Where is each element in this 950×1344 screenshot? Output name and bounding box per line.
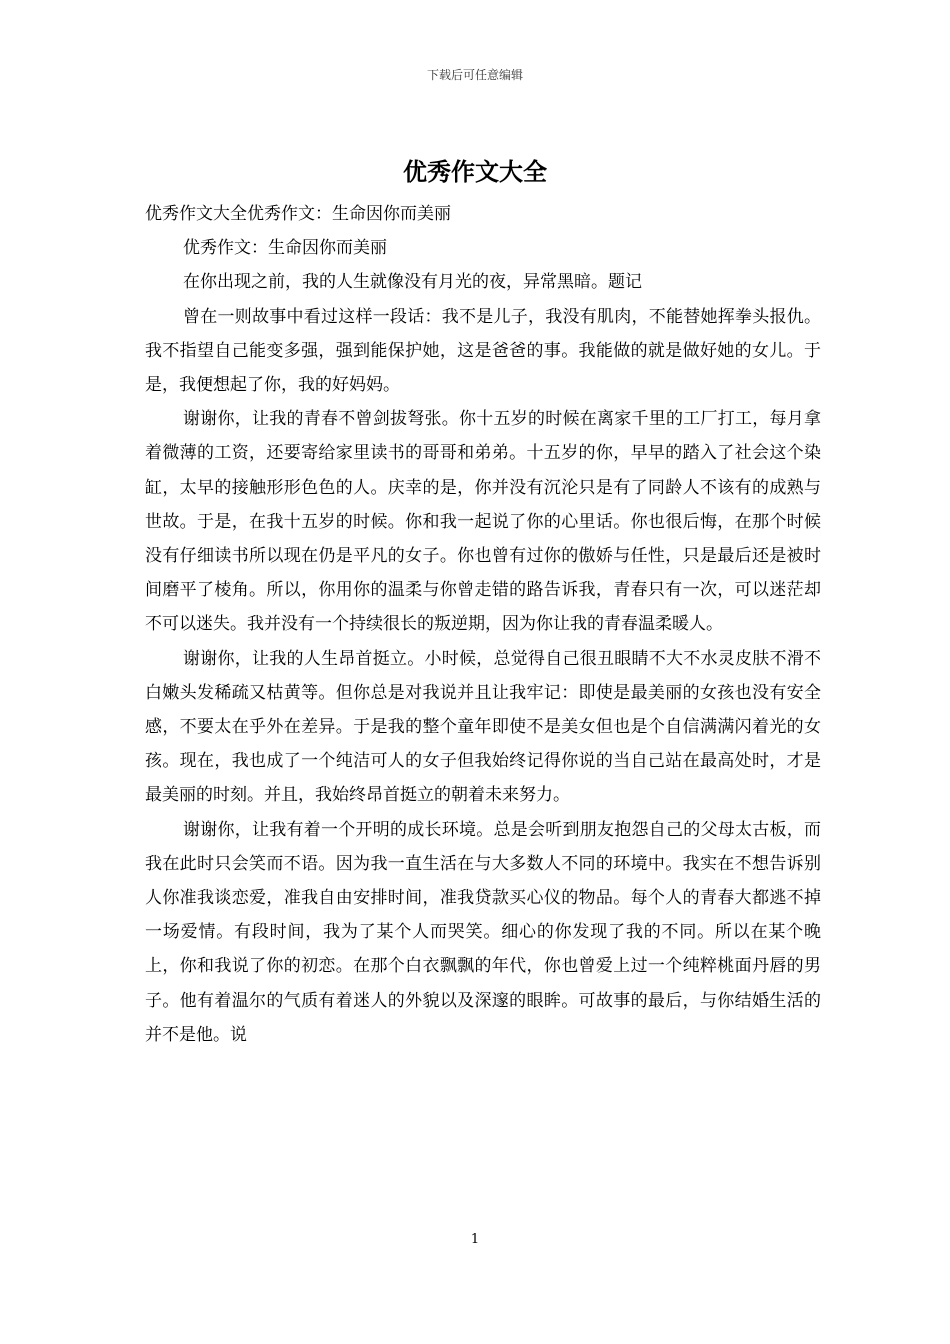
paragraph: 谢谢你，让我有着一个开明的成长环境。总是会听到朋友抱怨自己的父母太古板，而我在此时只会笑而不语。因为我一直生活在与大多数人不同的环境中。我实在不想告诉别人你准我谈恋爱，准我自由安排时间，准我贷款买心仪的物品。每个人的青春大都逃不掉一场爱情。有段时间，我为了某个人而哭笑。细心的你发现了我的不同。所以在某个晚上，你和我说了你的初恋。在那个白衣飘飘的年代，你也曾爱上过一个纯粹桃面丹唇的男子。他有着温尔的气质有着迷人的外貌以及深邃的眼眸。可故事的最后，与你结婚生活的并不是他。说 (145, 819, 821, 1045)
paragraph-subtitle: 优秀作文：生命因你而美丽 (183, 238, 387, 259)
page-number: 1 (470, 1232, 480, 1247)
document-title: 优秀作文大全 (403, 157, 547, 186)
header-note: 下载后可任意编辑 (426, 68, 523, 82)
paragraph: 谢谢你，让我的青春不曾剑拔弩张。你十五岁的时候在离家千里的工厂打工，每月拿着微薄的工资，还要寄给家里读书的哥哥和弟弟。十五岁的你，早早的踏入了社会这个染缸，太早的接触形形色色的人。庆幸的是，你并没有沉沦只是有了同龄人不该有的成熟与世故。于是，在我十五岁的时候。你和我一起说了你的心里话。你也很后悔，在那个时候没有仔细读书所以现在仍是平凡的女子。你也曾有过你的傲娇与任性，只是最后还是被时间磨平了棱角。所以，你用你的温柔与你曾走错的路告诉我，青春只有一次，可以迷茫却不可以迷失。我并没有一个持续很长的叛逆期，因为你让我的青春温柔暖人。 (145, 409, 821, 635)
document-body (145, 197, 821, 1052)
paragraph: 曾在一则故事中看过这样一段话：我不是儿子，我没有肌肉，不能替她挥拳头报仇。我不指望自己能变多强，强到能保护她，这是爸爸的事。我能做的就是做好她的女儿。于是，我便想起了你，我的好妈妈。 (145, 306, 821, 396)
paragraph: 谢谢你，让我的人生昂首挺立。小时候，总觉得自己很丑眼睛不大不水灵皮肤不滑不白嫩头发稀疏又枯黄等。但你总是对我说并且让我牢记：即使是最美丽的女孩也没有安全感，不要太在乎外在差异。于是我的整个童年即使不是美女但也是个自信满满闪着光的女孩。现在，我也成了一个纯洁可人的女子但我始终记得你说的当自己站在最高处时，才是最美丽的时刻。并且，我始终昂首挺立的朝着未来努力。 (145, 648, 821, 806)
paragraph-intro: 优秀作文大全优秀作文：生命因你而美丽 (145, 204, 451, 224)
paragraph-epigraph: 在你出现之前，我的人生就像没有月光的夜，异常黑暗。题记 (183, 272, 642, 293)
